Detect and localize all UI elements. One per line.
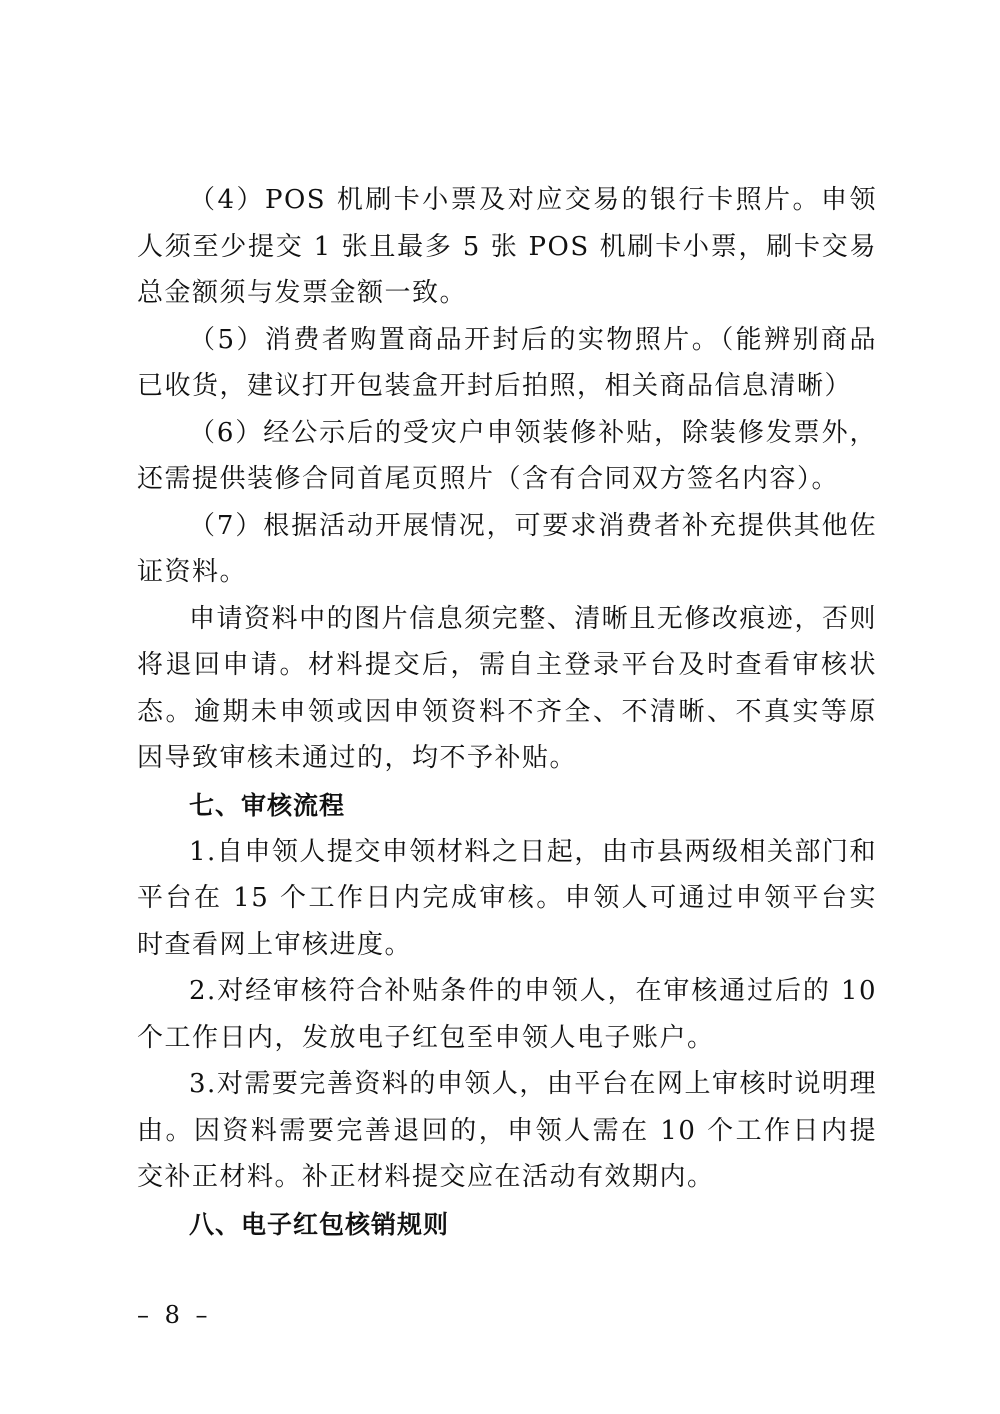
section-heading-redemption-rules: 八、电子红包核销规则 [189, 1209, 450, 1239]
section-heading-review-process: 七、审核流程 [189, 790, 346, 820]
paragraph-review-step-3: 3.对需要完善资料的申领人，由平台在网上审核时说明理由。因资料需要完善退回的，申领人需在 10 个工作日内提交补正材料。补正材料提交应在活动有效期内。 [137, 1069, 877, 1192]
paragraph-renovation-contract: （6）经公示后的受灾户申领装修补贴，除装修发票外，还需提供装修合同首尾页照片（含有合同双方签名内容）。 [137, 417, 877, 494]
page-number: – 8 – [137, 1301, 212, 1329]
paragraph-product-photos: （5）消费者购置商品开封后的实物照片。（能辨别商品已收货，建议打开包装盒开封后拍照，相关商品信息清晰） [137, 324, 877, 401]
paragraph-supplementary-materials: （7）根据活动开展情况，可要求消费者补充提供其他佐证资料。 [137, 510, 877, 587]
document-body [137, 177, 877, 1248]
paragraph-pos-receipts: （4）POS 机刷卡小票及对应交易的银行卡照片。申领人须至少提交 1 张且最多 5 张 POS 机刷卡小票，刷卡交易总金额须与发票金额一致。 [137, 185, 877, 308]
paragraph-application-requirements: 申请资料中的图片信息须完整、清晰且无修改痕迹，否则将退回申请。材料提交后，需自主登录平台及时查看审核状态。逾期未申领或因申领资料不齐全、不清晰、不真实等原因导致审核未通过的，均不予补贴。 [137, 603, 877, 773]
paragraph-review-step-2: 2.对经审核符合补贴条件的申领人，在审核通过后的 10 个工作日内，发放电子红包至申领人电子账户。 [137, 976, 877, 1053]
paragraph-review-step-1: 1.自申领人提交申领材料之日起，由市县两级相关部门和平台在 15 个工作日内完成审核。申领人可通过申领平台实时查看网上审核进度。 [137, 836, 877, 960]
